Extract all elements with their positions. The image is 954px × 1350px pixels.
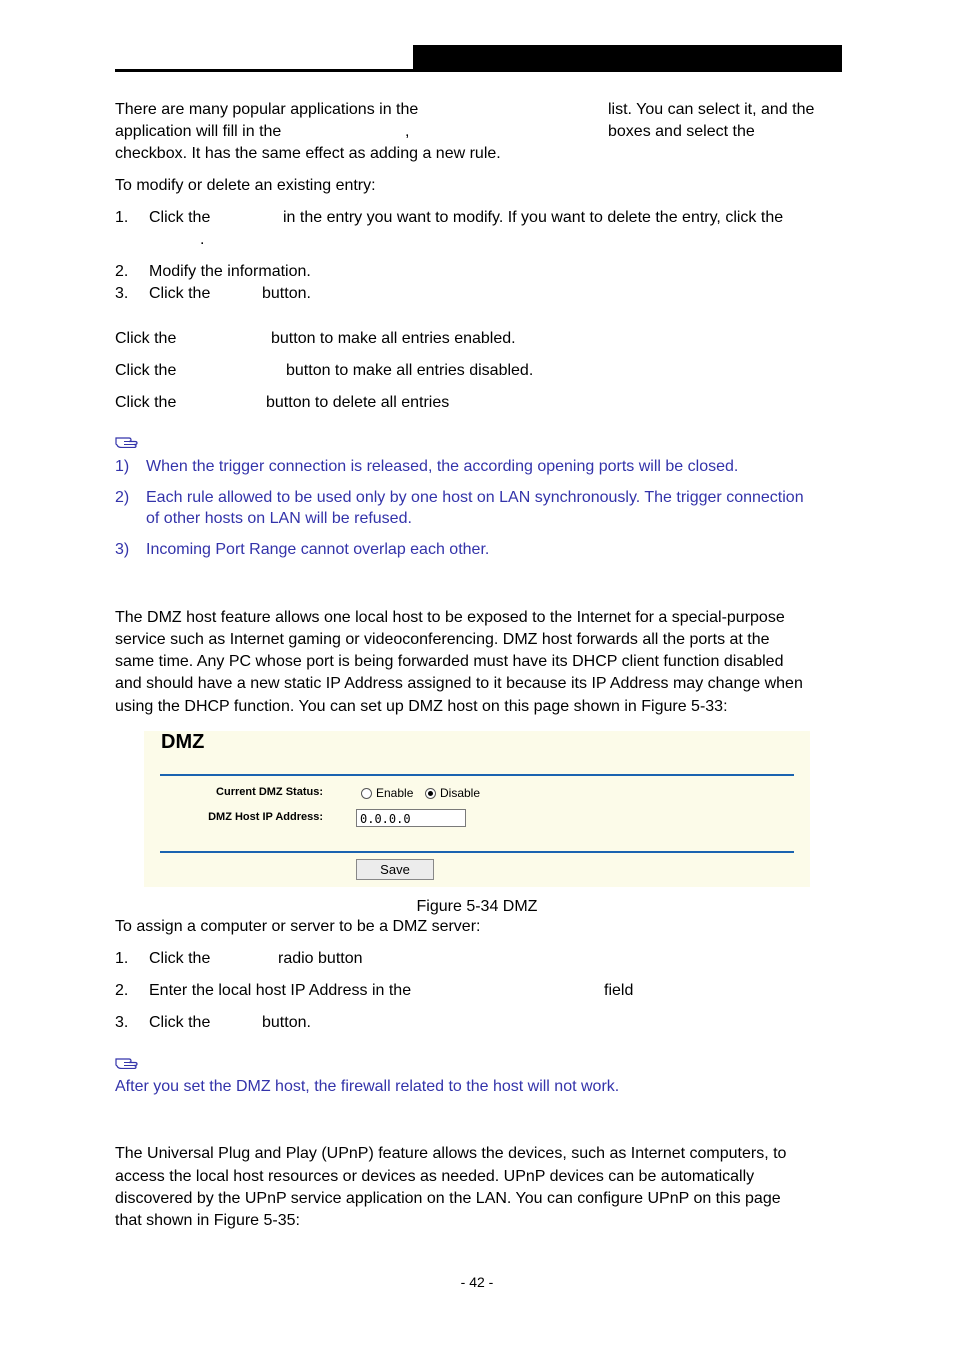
note3-text: Incoming Port Range cannot overlap each other. xyxy=(146,541,490,558)
intro-line2-b: , xyxy=(405,123,410,140)
disable-radio-label[interactable]: Disable xyxy=(440,786,481,800)
disable-radio[interactable] xyxy=(425,788,436,799)
modify-step3-b: button. xyxy=(262,285,311,302)
modify-step2: Modify the information. xyxy=(149,263,311,280)
note3-num: 3) xyxy=(115,541,130,558)
modify-step1-b: in the entry you want to modify. If you want to delete the entry, click the xyxy=(283,209,784,226)
header-rule xyxy=(115,69,842,72)
pointing-hand-icon xyxy=(115,1053,141,1069)
modify-step1-num: 1. xyxy=(115,209,129,226)
bulk-delete-b: button to delete all entries xyxy=(266,394,450,411)
page-number: - 42 - xyxy=(460,1274,494,1290)
note2-text-a: Each rule allowed to be used only by one host on LAN synchronously. The trigger connection xyxy=(146,489,804,506)
assign-heading: To assign a computer or server to be a DMZ server: xyxy=(115,918,481,935)
assign-step1-b: radio button xyxy=(278,950,363,967)
pointing-hand-icon xyxy=(115,432,141,448)
modify-heading: To modify or delete an existing entry: xyxy=(115,177,376,194)
intro-line1-a: There are many popular applications in the xyxy=(115,101,419,118)
assign-step3-b: button. xyxy=(262,1014,311,1031)
modify-step3-a: Click the xyxy=(149,285,211,302)
bulk-delete-a: Click the xyxy=(115,394,177,411)
bulk-disable-b: button to make all entries disabled. xyxy=(286,362,534,379)
assign-step3-num: 3. xyxy=(115,1014,129,1031)
dmz-screenshot xyxy=(144,731,810,887)
dmz-line1: The DMZ host feature allows one local host to be exposed to the Internet for a special-purpose xyxy=(115,609,785,626)
bulk-enable-a: Click the xyxy=(115,330,177,347)
dmz-ip-input[interactable]: 0.0.0.0 xyxy=(356,809,466,827)
note2-num: 2) xyxy=(115,489,130,506)
bulk-enable-b: button to make all entries enabled. xyxy=(271,330,516,347)
modify-step1-a: Click the xyxy=(149,209,211,226)
dmz-panel-title: DMZ xyxy=(161,731,205,753)
dmz-line2: service such as Internet gaming or videoconferencing. DMZ host forwards all the ports at the xyxy=(115,631,770,648)
assign-step2-b: field xyxy=(604,982,634,999)
note1-text: When the trigger connection is released, the according opening ports will be closed. xyxy=(146,458,739,475)
dmz-line3: same time. Any PC whose port is being forwarded must have its DHCP client function disabled xyxy=(115,653,784,670)
dmz-status-label: Current DMZ Status: xyxy=(216,786,323,798)
dmz-line4: and should have a new static IP Address assigned to it because its IP Address may change when xyxy=(115,675,803,692)
dmz-ip-label: DMZ Host IP Address: xyxy=(208,811,323,823)
dmz-line5: using the DHCP function. You can set up DMZ host on this page shown in Figure 5-33: xyxy=(115,698,728,715)
upnp-line1: The Universal Plug and Play (UPnP) feature allows the devices, such as Internet computers, to xyxy=(115,1145,787,1162)
modify-step1-c: . xyxy=(200,231,205,248)
enable-radio[interactable] xyxy=(361,788,372,799)
enable-radio-label[interactable]: Enable xyxy=(376,786,414,800)
header-bar xyxy=(413,45,842,72)
assign-step2-num: 2. xyxy=(115,982,129,999)
note2-text-b: of other hosts on LAN will be refused. xyxy=(146,510,412,527)
assign-step2-a: Enter the local host IP Address in the xyxy=(149,982,412,999)
intro-line2-c: boxes and select the xyxy=(608,123,755,140)
intro-line3: checkbox. It has the same effect as adding a new rule. xyxy=(115,145,501,162)
note1-num: 1) xyxy=(115,458,130,475)
bulk-disable-a: Click the xyxy=(115,362,177,379)
dmz-top-rule xyxy=(160,774,794,776)
upnp-line4: that shown in Figure 5-35: xyxy=(115,1212,300,1229)
upnp-line3: discovered by the UPnP service application on the LAN. You can configure UPnP on this page xyxy=(115,1190,781,1207)
intro-line1-b: list. You can select it, and the xyxy=(608,101,815,118)
dmz-note: After you set the DMZ host, the firewall related to the host will not work. xyxy=(115,1078,620,1095)
upnp-line2: access the local host resources or devices as needed. UPnP devices can be automatically xyxy=(115,1168,755,1185)
save-button[interactable]: Save xyxy=(356,859,434,880)
dmz-bottom-rule xyxy=(160,851,794,853)
figure-caption: Figure 5-34 DMZ xyxy=(416,898,538,915)
assign-step1-a: Click the xyxy=(149,950,211,967)
intro-line2-a: application will fill in the xyxy=(115,123,282,140)
modify-step2-num: 2. xyxy=(115,263,129,280)
assign-step1-num: 1. xyxy=(115,950,129,967)
modify-step3-num: 3. xyxy=(115,285,129,302)
assign-step3-a: Click the xyxy=(149,1014,211,1031)
